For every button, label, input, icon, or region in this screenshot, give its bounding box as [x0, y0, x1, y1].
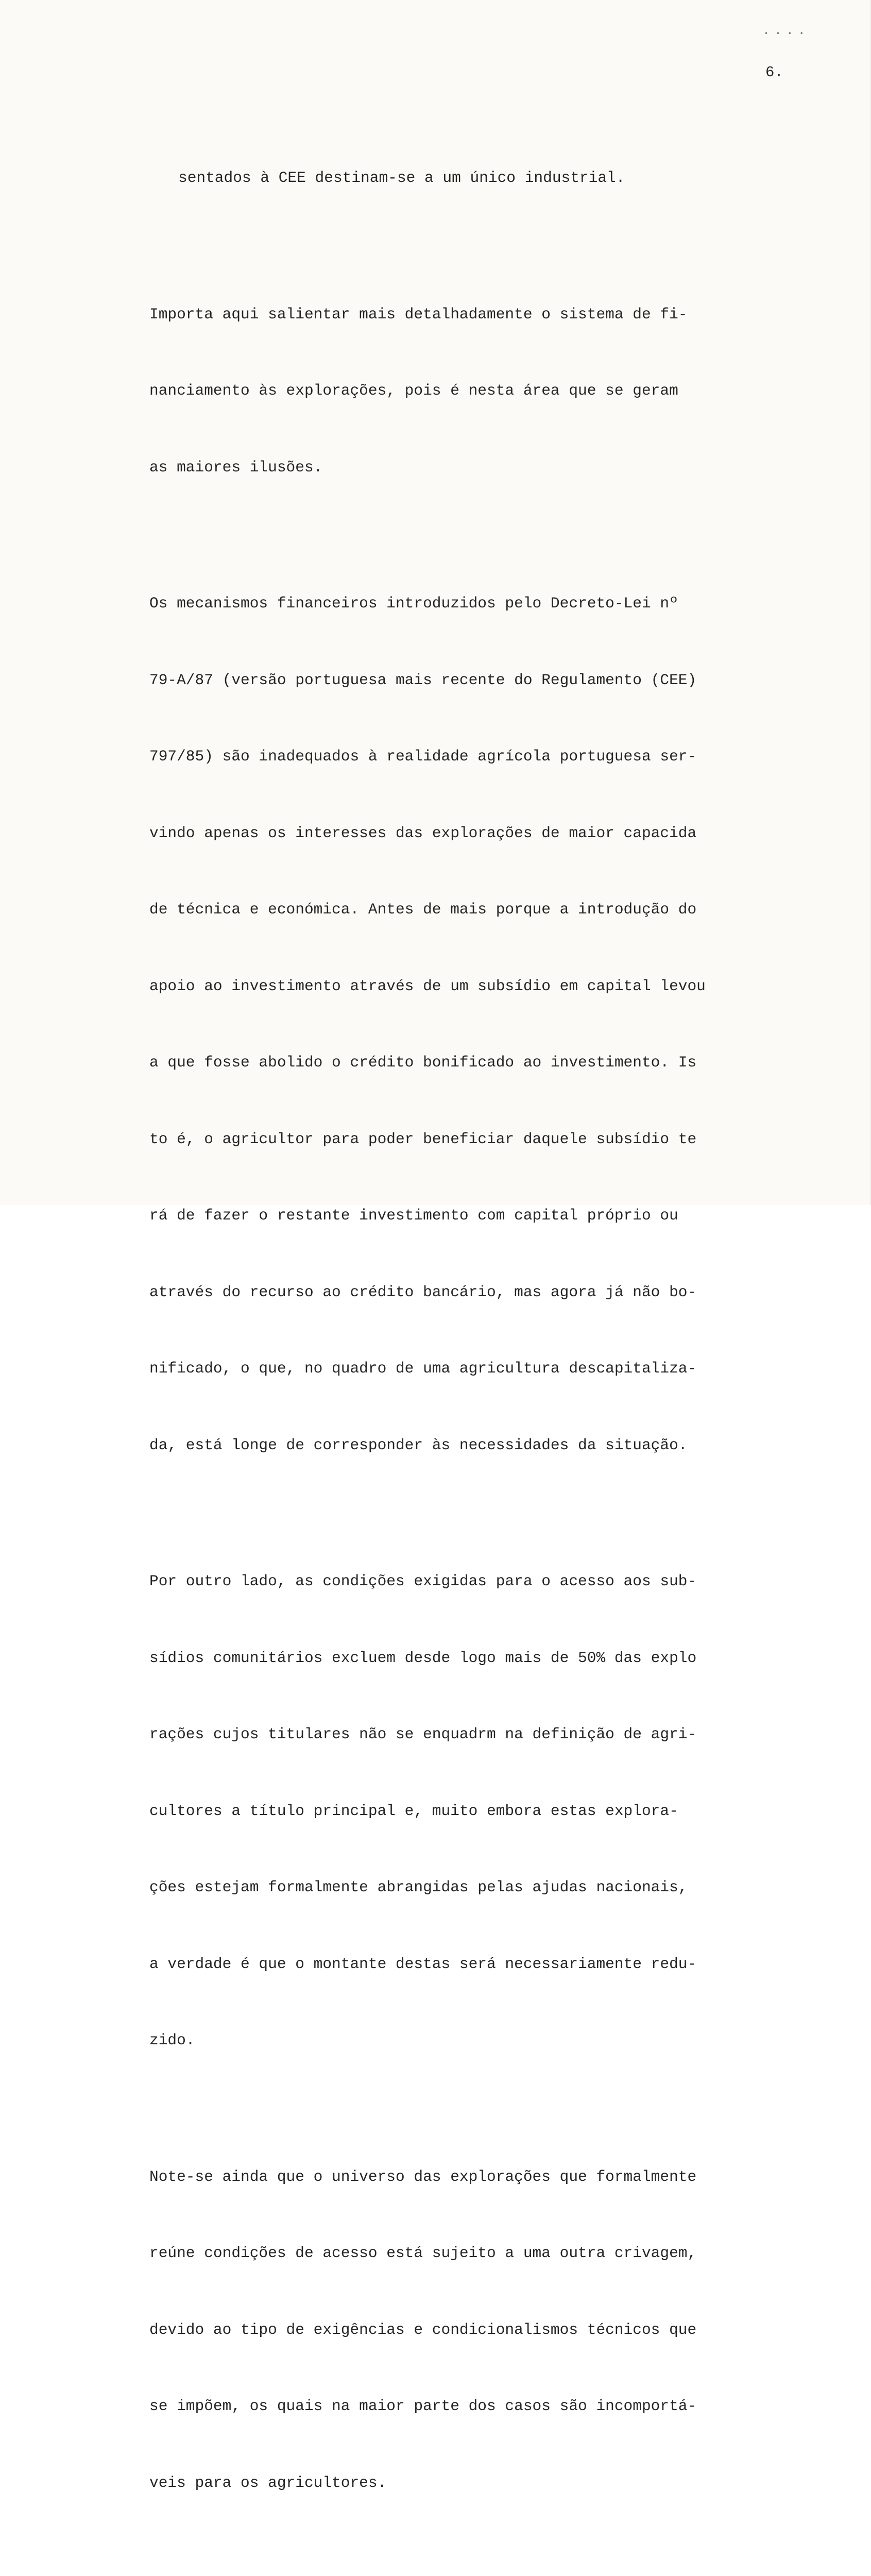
- text-line: apoio ao investimento através de um subsídio em capital levou: [149, 977, 706, 995]
- text-line: to é, o agricultor para poder beneficiar daquele subsídio te: [149, 1130, 697, 1148]
- text-line: devido ao tipo de exigências e condicionalismos técnicos que: [149, 2320, 697, 2338]
- paragraph-6: [149, 2555, 809, 2576]
- text-line: Por outro lado, as condições exigidas para o acesso aos sub-: [149, 1572, 697, 1590]
- paragraph-3: [149, 540, 809, 1509]
- text-line: reúne condições de acesso está sujeito a uma outra crivagem,: [149, 2244, 697, 2262]
- text-line: a verdade é que o montante destas será necessariamente redu-: [149, 1955, 697, 1973]
- text-line: através do recurso ao crédito bancário, mas agora já não bo-: [149, 1283, 697, 1301]
- text-line: rações cujos titulares não se enquadrm na definição de agri-: [149, 1725, 697, 1743]
- text-line: nificado, o que, no quadro de uma agricultura descapitaliza-: [149, 1360, 697, 1377]
- text-line: veis para os agricultores.: [149, 2473, 387, 2492]
- corner-ink-marks: • • • •: [764, 30, 807, 37]
- text-line: vindo apenas os interesses das explorações de maior capacida: [149, 824, 697, 842]
- text-line: Os mecanismos financeiros introduzidos pelo Decreto-Lei nº: [149, 595, 678, 612]
- text-line: sentados à CEE destinam-se a um único industrial.: [178, 169, 625, 187]
- text-line: se impõem, os quais na maior parte dos casos são incomportá-: [149, 2397, 697, 2415]
- page-number: 6.: [765, 64, 783, 81]
- text-line: 797/85) são inadequados à realidade agrícola portuguesa ser-: [149, 748, 697, 765]
- text-line: zido.: [149, 2031, 195, 2049]
- text-line: da, está longe de corresponder às necessidades da situação.: [149, 1436, 688, 1454]
- text-line: rá de fazer o restante investimento com capital próprio ou: [149, 1207, 678, 1224]
- text-line: as maiores ilusões.: [149, 458, 323, 476]
- paragraph-4: [149, 1518, 809, 2105]
- text-line: nanciamento às explorações, pois é nesta área que se geram: [149, 382, 678, 399]
- body-text: [149, 114, 809, 2576]
- paragraph-2: [149, 251, 809, 532]
- text-line: a que fosse abolido o crédito bonificado ao investimento. Is: [149, 1054, 697, 1071]
- text-line: Note-se ainda que o universo das explorações que formalmente: [149, 2167, 697, 2185]
- paragraph-1: [178, 114, 809, 242]
- text-line: ções estejam formalmente abrangidas pelas ajudas nacionais,: [149, 1878, 688, 1896]
- text-line: 79-A/87 (versão portuguesa mais recente do Regulamento (CEE): [149, 671, 697, 689]
- text-line: de técnica e económica. Antes de mais porque a introdução do: [149, 901, 697, 918]
- text-line: sídios comunitários excluem desde logo mais de 50% das explo: [149, 1649, 697, 1667]
- text-line: Importa aqui salientar mais detalhadamente o sistema de fi-: [149, 305, 688, 323]
- paragraph-5: [149, 2113, 809, 2547]
- text-line: cultores a título principal e, muito embora estas explora-: [149, 1802, 678, 1820]
